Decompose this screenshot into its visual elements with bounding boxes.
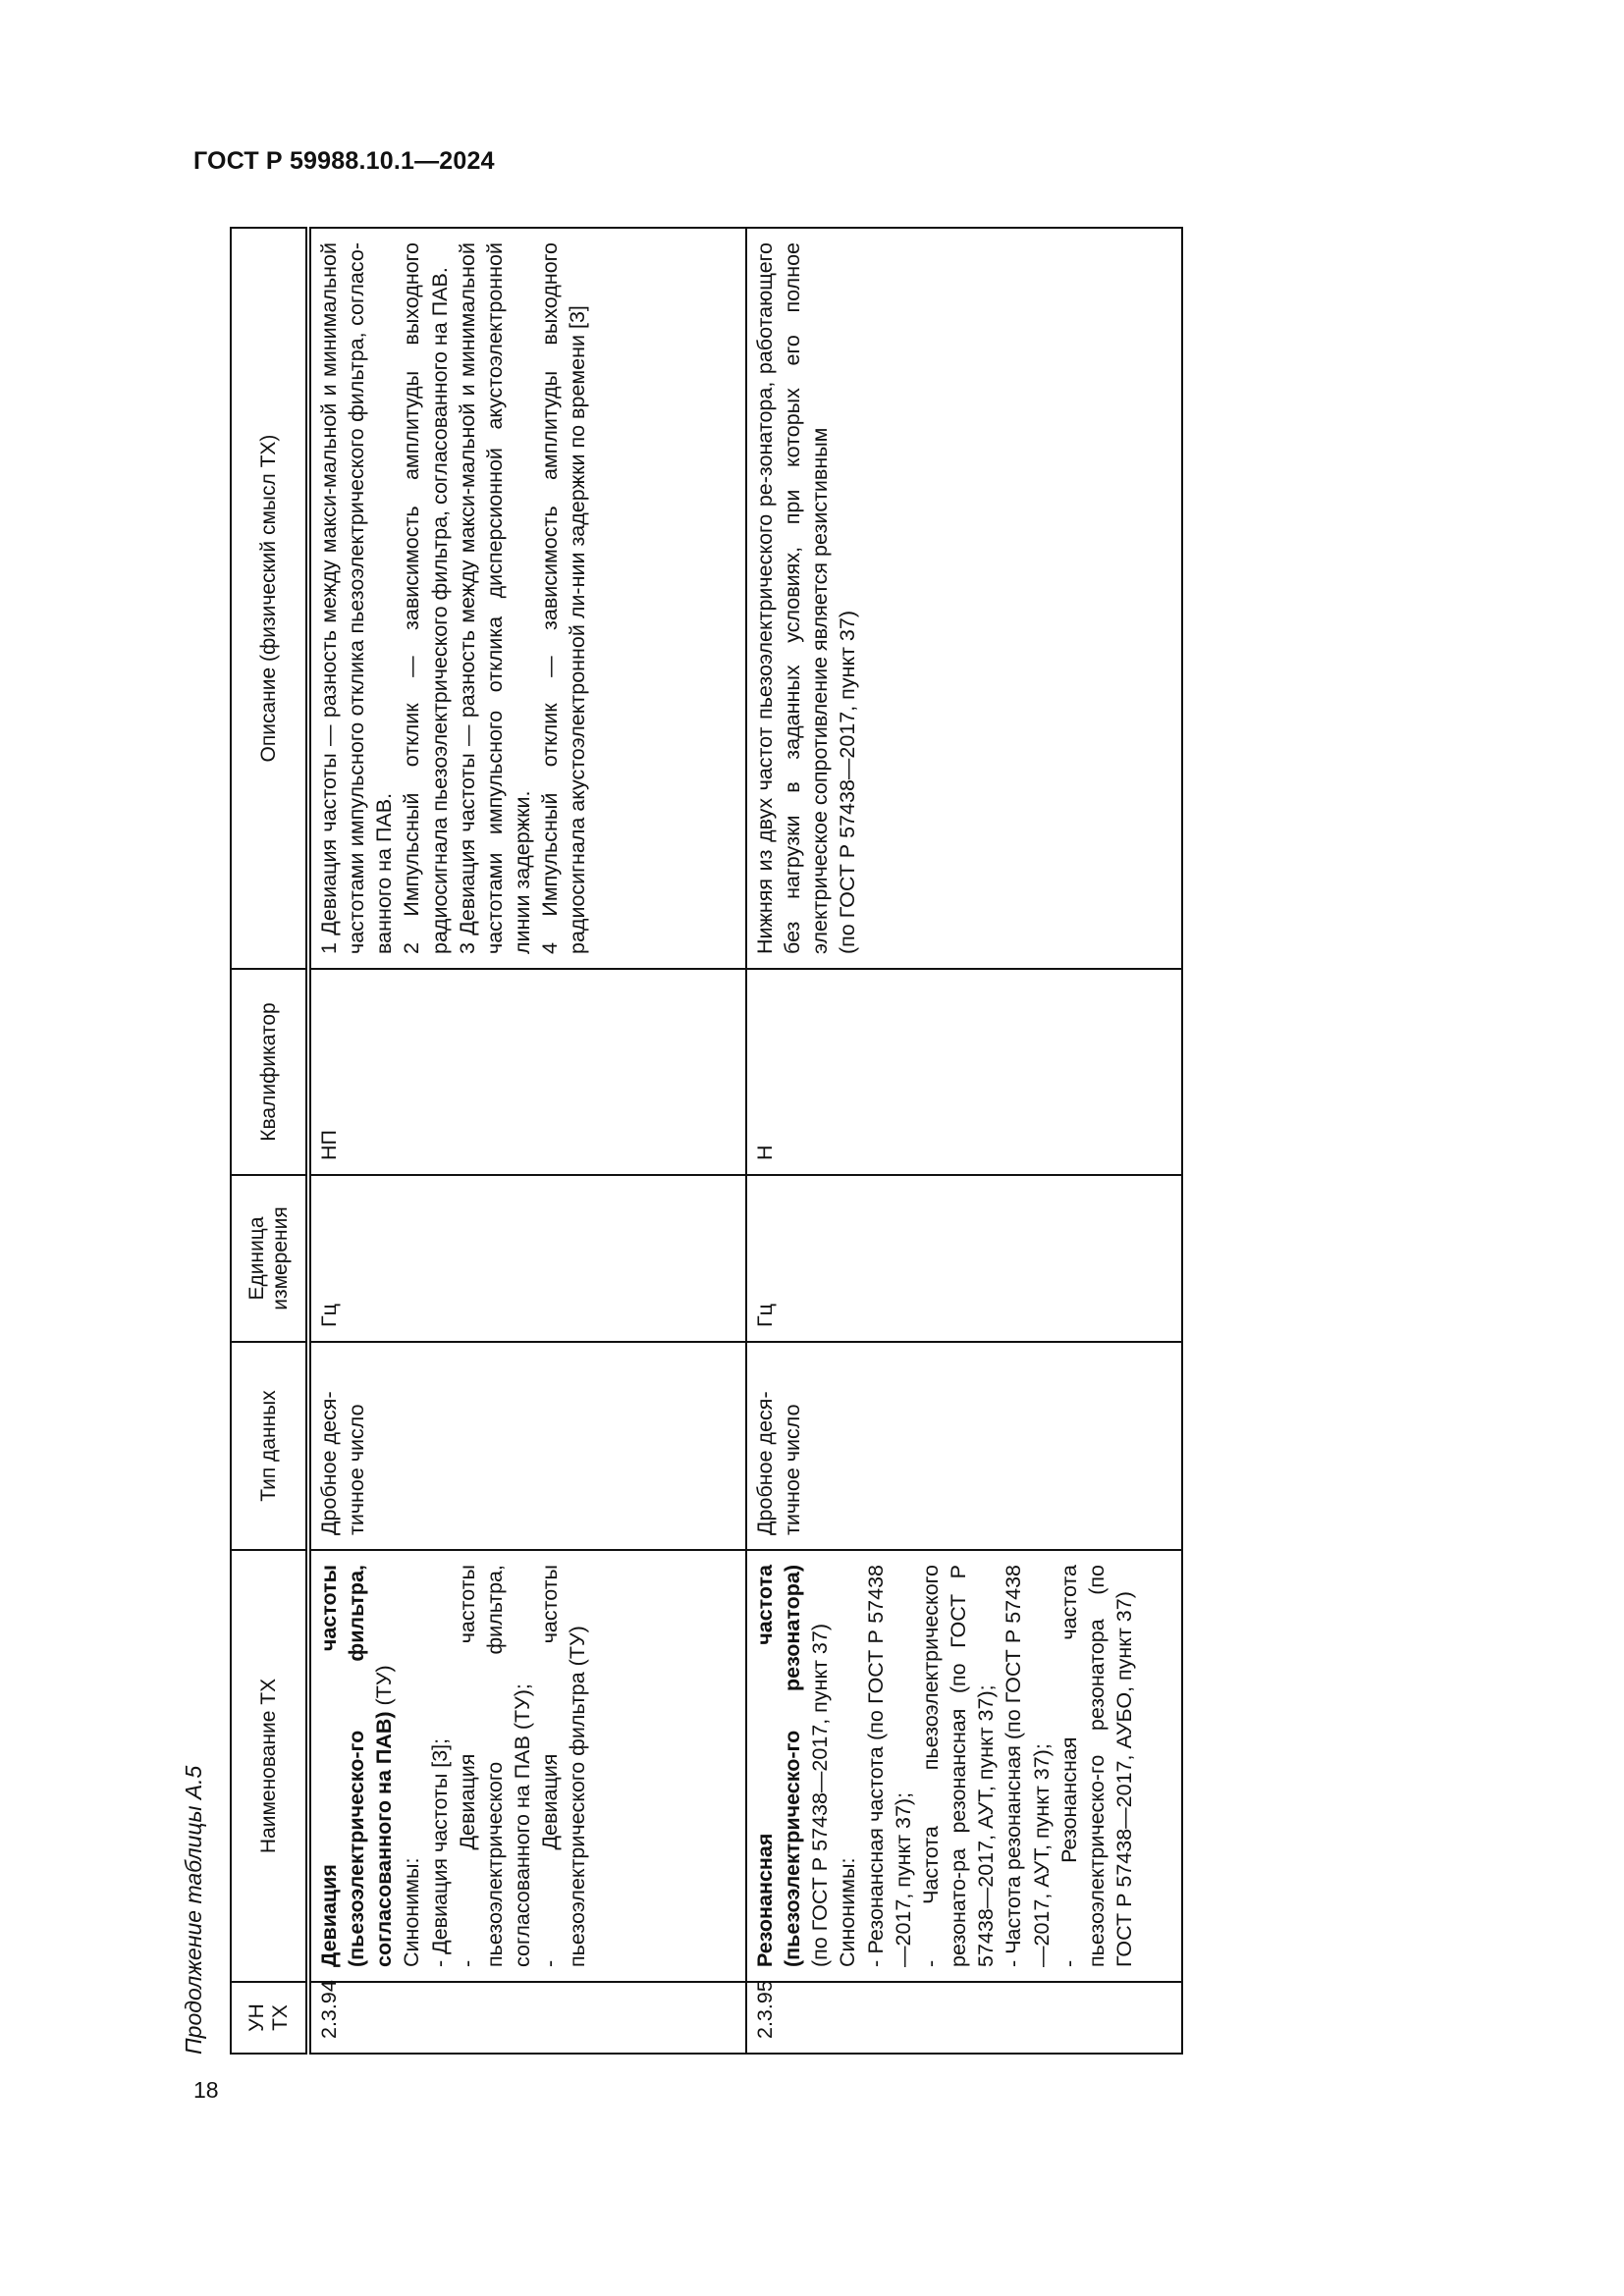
cell-qualifier: НП [308, 969, 746, 1175]
synonym-item: - Резонансная частота пьезоэлектрическо-го резонатора (по ГОСТ Р 57438—2017, АУБО, пункт 37) [1056, 1565, 1137, 1967]
cell-qualifier: Н [746, 969, 1182, 1175]
table-row [308, 228, 746, 2054]
description-paragraph: Нижняя из двух частот пьезоэлектрического ре-зонатора, работающего без нагрузки в заданных условиях, при которых его полное электрическое сопротивление является резистивным [753, 242, 833, 954]
header-qualifier: Квалификатор [231, 969, 308, 1175]
cell-unit: Гц [308, 1175, 746, 1342]
table-continuation-caption: Продолжение таблицы А.5 [181, 1765, 206, 2055]
synonym-item: - Девиация частоты пьезоэлектрического фильтра, согласованного на ПАВ (ТУ); [455, 1565, 535, 1967]
header-id: УН ТХ [231, 1982, 308, 2054]
synonym-item: - Девиация частоты пьезоэлектрического фильтра (ТУ) [538, 1565, 590, 1967]
cell-name [308, 1550, 746, 1982]
synonyms-label: Синонимы: [836, 1857, 860, 1967]
name-rest: (ТУ) [372, 1665, 397, 1712]
cell-type: Дробное деся-тичное число [308, 1342, 746, 1550]
name-bold: Девиация частоты (пьезоэлектрическо-го фильтра, согласованного на ПАВ) [317, 1565, 397, 1967]
header-description: Описание (физический смысл ТХ) [231, 228, 308, 969]
synonym-item: - Частота резонансная (по ГОСТ Р 57438—2017, АУТ, пункт 37); [1001, 1565, 1054, 1967]
synonym-item: - Частота пьезоэлектрического резонато-ра резонансная (по ГОСТ Р 57438—2017, АУТ, пункт 37); [918, 1565, 999, 1967]
synonym-item: - Девиация частоты [3]; [427, 1737, 452, 1967]
cell-name [746, 1550, 1182, 1982]
characteristics-table [230, 227, 1183, 2055]
cell-id: 2.3.94 [308, 1982, 746, 2054]
table-row [746, 228, 1182, 2054]
table-header-row [231, 228, 308, 2054]
cell-type: Дробное деся-тичное число [746, 1342, 1182, 1550]
header-unit [231, 1175, 308, 1342]
page-number: 18 [193, 2077, 219, 2103]
cell-id: 2.3.95 [746, 1982, 1182, 2054]
name-rest: (по ГОСТ Р 57438—2017, пункт 37) [808, 1624, 833, 1967]
description-paragraph: (по ГОСТ Р 57438—2017, пункт 37) [836, 611, 860, 954]
description-paragraph: 3 Девиация частоты — разность между макси-мальной и минимальной частотами импульсного отклика дисперсионной акустоэлектронной линии задержки. [455, 242, 535, 954]
description-paragraph: 2 Импульсный отклик — зависимость амплитуды выходного радиосигнала пьезоэлектрического фильтра, согласованного на ПАВ. [400, 242, 452, 954]
header-type: Тип данных [231, 1342, 308, 1550]
synonym-item: - Резонансная частота (по ГОСТ Р 57438—2017, пункт 37); [863, 1565, 915, 1967]
header-name: Наименование ТХ [231, 1550, 308, 1982]
cell-unit: Гц [746, 1175, 1182, 1342]
header-unit-line2: измерения [268, 1206, 292, 1310]
name-bold: Резонансная частота (пьезоэлектрическо-го резонатора) [753, 1565, 805, 1967]
header-unit-line1: Единица [245, 1216, 269, 1301]
cell-description [308, 228, 746, 969]
synonyms-label: Синонимы: [400, 1857, 424, 1967]
cell-description [746, 228, 1182, 969]
description-paragraph: 4 Импульсный отклик — зависимость амплитуды выходного радиосигнала акустоэлектронной ли-нии задержки по времени [3] [538, 242, 590, 954]
rotated-table-block [181, 229, 1197, 2055]
description-paragraph: 1 Девиация частоты — разность между макси-мальной и минимальной частотами импульсного отклика пьезоэлектрического фильтра, согласо-ванного на ПАВ. [317, 242, 397, 954]
document-header: ГОСТ Р 59988.10.1—2024 [193, 147, 495, 175]
